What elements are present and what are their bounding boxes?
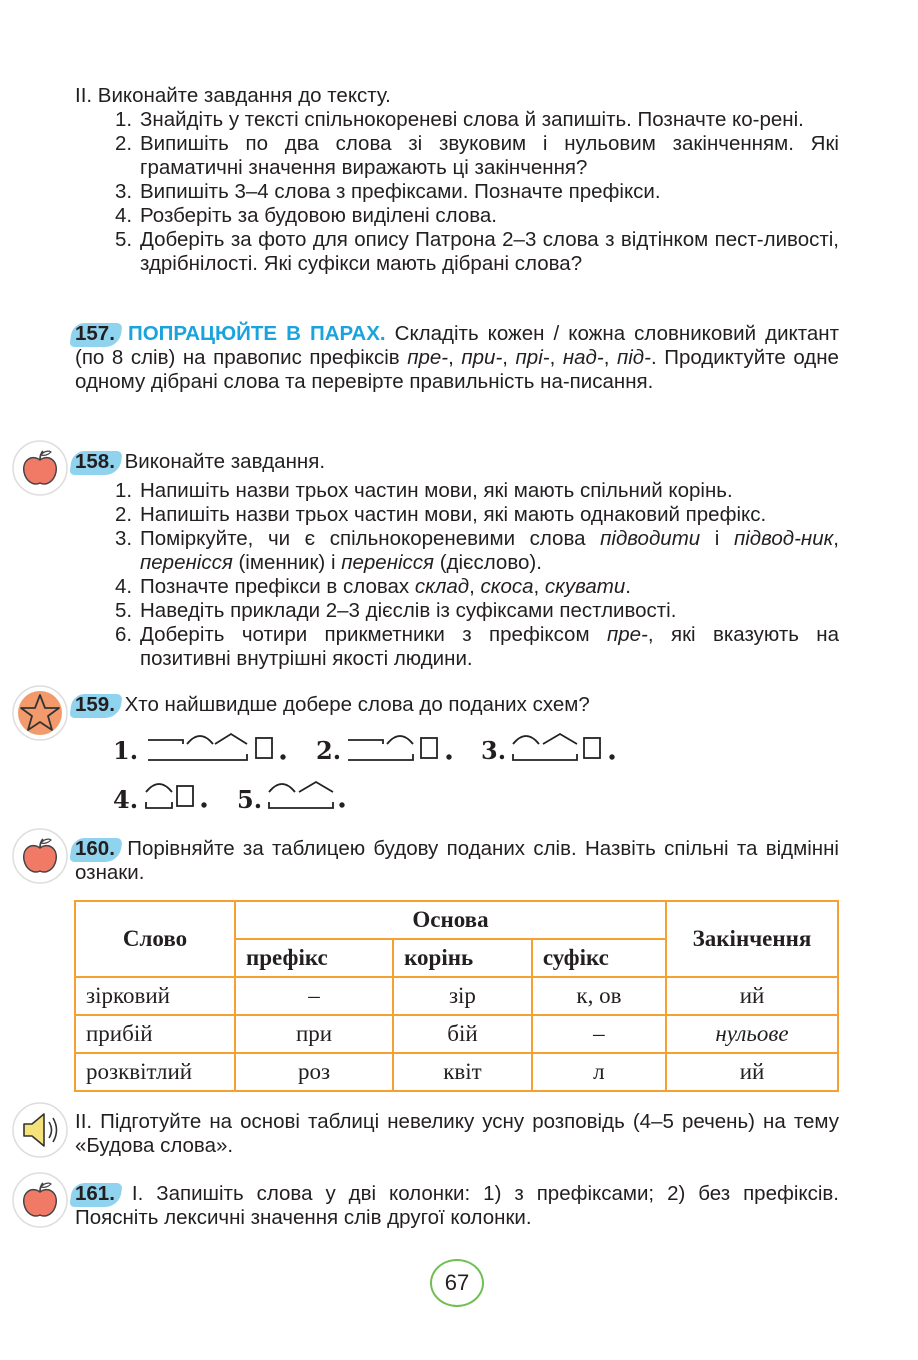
exercise-157: 157. ПОПРАЦЮЙТЕ В ПАРАХ. Складіть кожен / кожна словниковий диктант (по 8 слів) на правопис префіксів пре-, при-, прі-, над-, під-. Продиктуйте одне одному дібрані слова та перевірте правильність на-писання. — [75, 322, 839, 394]
page-number: 67 — [430, 1259, 484, 1307]
list-item: 1. Знайдіть у тексті спільнокореневі слова й запишіть. Позначте ко-рені. — [115, 108, 804, 131]
scheme-label: 3. — [481, 736, 507, 765]
speaker-icon — [12, 1102, 68, 1158]
exercise-160: 160. Порівняйте за таблицею будову поданих слів. Назвіть спільні та відмінні ознаки. — [75, 837, 839, 885]
list-item: 1. Напишіть назви трьох частин мови, які мають спільний корінь. — [115, 479, 733, 502]
word-structure-table — [74, 900, 839, 1092]
section-ii — [75, 84, 839, 276]
header-word: Слово — [75, 901, 235, 977]
header-base: Основа — [235, 901, 666, 939]
list-item: 6. Доберіть чотири прикметники з префіксом пре-, які вказують на позитивні внутрішні якості людини. — [115, 623, 839, 670]
exercise-number: 160. — [71, 837, 119, 861]
list-item: 3. Випишіть 3–4 слова з префіксами. Позначте префікси. — [115, 180, 661, 203]
section-ii-title: ІІ. Виконайте завдання до тексту. — [75, 84, 391, 107]
scheme-label: 4. — [113, 785, 139, 814]
header-prefix: префікс — [235, 939, 393, 977]
exercise-number: 159. — [71, 693, 119, 717]
header-ending: Закінчення — [666, 901, 838, 977]
list-item: 5. Доберіть за фото для опису Патрона 2–3 слова з відтінком пест-ливості, здрібнілості. Які суфікси мають дібрані слова? — [115, 228, 839, 275]
table-row: розквітлий роз квіт л ий — [75, 1053, 838, 1091]
scheme-label: 2. — [316, 736, 342, 765]
scheme-label: 1. — [113, 736, 139, 765]
table-row: прибій при бій – нульове — [75, 1015, 838, 1053]
star-icon — [12, 685, 68, 741]
list-item: 2. Напишіть назви трьох частин мови, які мають однаковий префікс. — [115, 503, 767, 526]
exercise-158-list — [75, 479, 839, 671]
exercise-number: 158. — [71, 450, 119, 474]
scheme-2 — [345, 730, 455, 766]
scheme-5 — [266, 778, 351, 814]
apple-icon — [12, 1172, 68, 1228]
pair-work-heading: ПОПРАЦЮЙТЕ В ПАРАХ. — [127, 322, 386, 345]
header-root: корінь — [393, 939, 532, 977]
section-ii-list — [75, 108, 839, 276]
apple-icon — [12, 828, 68, 884]
list-item: 5. Наведіть приклади 2–3 дієслів із суфіксами пестливості. — [115, 599, 677, 622]
scheme-4 — [143, 778, 213, 814]
list-item: 4. Позначте префікси в словах склад, скоса, скувати. — [115, 575, 631, 598]
scheme-label: 5. — [237, 785, 263, 814]
exercise-159: 159. Хто найшвидше добере слова до поданих схем? — [75, 693, 839, 717]
header-suffix: суфікс — [532, 939, 666, 977]
scheme-1 — [145, 730, 290, 766]
apple-icon — [12, 440, 68, 496]
exercise-number: 161. — [71, 1182, 119, 1206]
list-item: 3. Поміркуйте, чи є спільнокореневими слова підводити і підвод-ник, перенісся (іменник) і перенісся (дієслово). — [115, 527, 839, 574]
exercise-158: 158. Виконайте завдання. 1. Напишіть назви трьох частин мови, які мають спільний корінь. 2. Напишіть назви трьох частин мови, які мають однаковий префікс. 3. Поміркуйте, чи є спільнокореневими слова підводити і підвод-ник, перенісся (іменник) і перенісся (дієслово). 4. Позначте префікси в словах склад, скоса, скувати. 5. Наведіть приклади 2–3 дієслів із суфіксами пестливості. 6. Доберіть чотири прикметники з префіксом пре-, які вказують на позитивні внутрішні якості людини. — [75, 450, 839, 671]
exercise-number: 157. — [71, 322, 119, 346]
list-item: 2. Випишіть по два слова зі звуковим і нульовим закінченням. Які граматичні значення виражають ці закінчення? — [115, 132, 839, 179]
exercise-161: 161. І. Запишіть слова у дві колонки: 1) з префіксами; 2) без префіксів. Поясніть лексичні значення слів другої колонки. — [75, 1182, 839, 1230]
exercise-160-part-ii: ІІ. Підготуйте на основі таблиці невелику усну розповідь (4–5 речень) на тему «Будова слова». — [75, 1110, 839, 1157]
scheme-3 — [510, 730, 620, 766]
table-row: зірковий – зір к, ов ий — [75, 977, 838, 1015]
list-item: 4. Розберіть за будовою виділені слова. — [115, 204, 497, 227]
